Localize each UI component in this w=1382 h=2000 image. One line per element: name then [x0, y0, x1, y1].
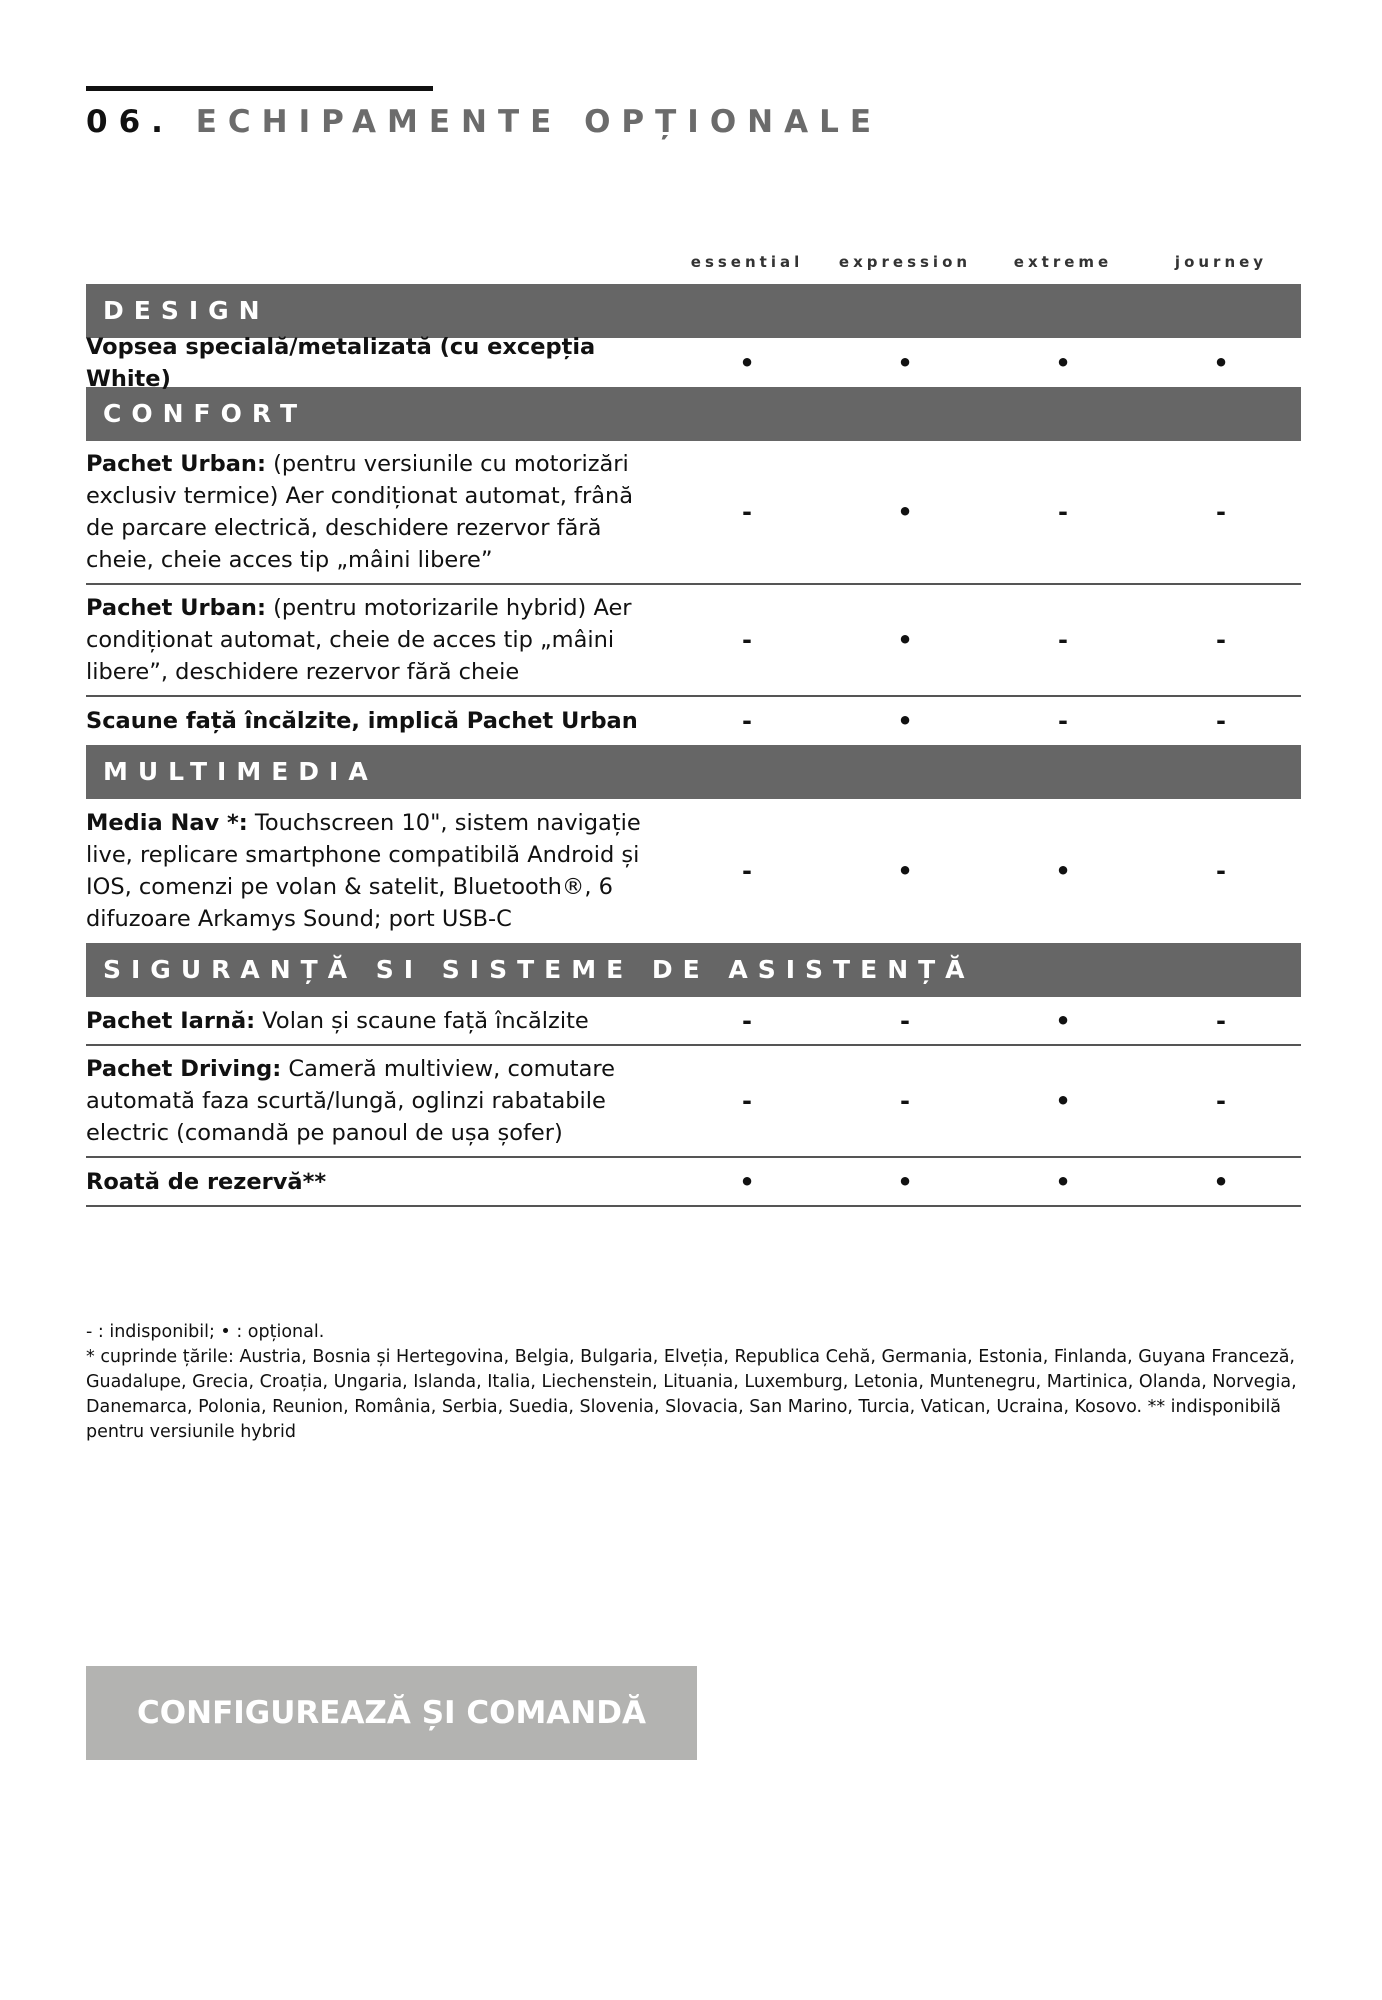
section-header: CONFORT [86, 387, 1301, 441]
availability-mark-essential: • [739, 1167, 755, 1196]
top-rule [86, 86, 433, 91]
row-feature-detail: (pentru versiunile cu motorizări exclusiv termice) Aer condiționat automat, frână de parcare electrică, deschidere rezervor fără cheie, cheie acces tip „mâini libere” [86, 451, 634, 573]
footnotes [86, 1320, 1306, 1445]
availability-mark-extreme: - [1058, 707, 1068, 735]
availability-mark-extreme: - [1058, 626, 1068, 654]
availability-mark-essential: - [742, 857, 752, 885]
table-row [86, 1046, 1301, 1158]
section-header: DESIGN [86, 284, 1301, 338]
row-feature-name: Roată de rezervă** [86, 1168, 327, 1195]
row-feature-name: Media Nav *: [86, 810, 248, 836]
row-feature-name: Pachet Driving: [86, 1056, 282, 1082]
availability-mark-journey: • [1213, 348, 1229, 377]
row-feature-detail: (pentru motorizarile hybrid) Aer condiționat automat, cheie de acces tip „mâini libere”, deschidere rezervor fără cheie [86, 595, 632, 685]
row-feature-detail: Touchscreen 10", sistem navigație live, replicare smartphone compatibilă Android și IOS, comenzi pe volan & satelit, Bluetooth®, 6 difuzoare Arkamys Sound; port USB-C [86, 810, 641, 932]
availability-mark-essential: - [742, 498, 752, 526]
section-header: SIGURANȚĂ SI SISTEME DE ASISTENȚĂ [86, 943, 1301, 997]
availability-mark-expression: • [897, 707, 913, 735]
availability-mark-extreme: • [1055, 1006, 1071, 1035]
table-row [86, 585, 1301, 697]
row-feature-name: Pachet Iarnă: [86, 1007, 256, 1034]
column-header-journey: journey [1174, 253, 1268, 271]
availability-mark-expression: • [897, 1167, 913, 1196]
equipment-table [86, 284, 1301, 1207]
availability-mark-essential: • [739, 348, 755, 377]
availability-mark-journey: - [1216, 857, 1226, 885]
availability-mark-essential: - [742, 1006, 752, 1035]
page-title-text: ECHIPAMENTE OPȚIONALE [195, 104, 883, 140]
availability-mark-journey: - [1216, 707, 1226, 735]
availability-mark-expression: • [897, 626, 913, 654]
table-row [86, 1158, 1301, 1207]
availability-mark-expression: • [897, 348, 913, 377]
row-feature-name: Vopsea specială/metalizată (cu excepția White) [86, 333, 596, 392]
availability-mark-journey: • [1213, 1167, 1229, 1196]
footnote-countries: * cuprinde țările: Austria, Bosnia și Hertegovina, Belgia, Bulgaria, Elveția, Republica Cehă, Germania, Estonia, Finlanda, Guyana Franceză, Guadalupe, Grecia, Croația, Ungaria, Islanda, Italia, Liechenstein, Lituania, Luxemburg, Letonia, Muntenegru, Martinica, Olanda, Norvegia, Danemarca, Polonia, Reunion, România, Serbia, Suedia, Slovenia, Slovacia, San Marino, Turcia, Vatican, Ucraina, Kosovo. ** indisponibilă pentru versiunile hybrid [86, 1347, 1297, 1442]
column-header-extreme: extreme [1013, 253, 1113, 271]
table-row [86, 441, 1301, 585]
availability-mark-journey: - [1216, 1087, 1226, 1115]
row-feature-detail: Volan și scaune față încălzite [255, 1007, 589, 1034]
row-feature-name: Pachet Urban: [86, 595, 266, 621]
table-row [86, 997, 1301, 1046]
availability-mark-journey: - [1216, 498, 1226, 526]
availability-mark-extreme: • [1055, 1087, 1071, 1115]
availability-mark-extreme: - [1058, 498, 1068, 526]
table-row [86, 799, 1301, 943]
availability-mark-extreme: • [1055, 857, 1071, 885]
column-header-essential: essential [690, 253, 804, 271]
availability-mark-expression: - [900, 1087, 910, 1115]
footnote-legend: - : indisponibil; • : opțional. [86, 1322, 325, 1342]
section-header: MULTIMEDIA [86, 745, 1301, 799]
availability-mark-essential: - [742, 707, 752, 735]
availability-mark-extreme: • [1055, 348, 1071, 377]
row-feature-name: Pachet Urban: [86, 451, 266, 477]
availability-mark-essential: - [742, 626, 752, 654]
table-row [86, 333, 1301, 392]
page-title [86, 104, 882, 140]
configure-order-button[interactable]: CONFIGUREAZĂ ȘI COMANDĂ [86, 1666, 697, 1760]
availability-mark-essential: - [742, 1087, 752, 1115]
table-row [86, 697, 1301, 745]
page-number: 06. [86, 104, 174, 140]
availability-mark-expression: • [897, 857, 913, 885]
row-feature-detail: Cameră multiview, comutare automată faza scurtă/lungă, oglinzi rabatabile electric (comandă pe panoul de ușa șofer) [86, 1056, 616, 1146]
column-headers [0, 253, 1382, 279]
availability-mark-expression: • [897, 498, 913, 526]
availability-mark-extreme: • [1055, 1167, 1071, 1196]
row-feature-name: Scaune față încălzite, implică Pachet Urban [86, 708, 638, 734]
availability-mark-journey: - [1216, 1006, 1226, 1035]
column-header-expression: expression [838, 253, 972, 271]
availability-mark-journey: - [1216, 626, 1226, 654]
availability-mark-expression: - [900, 1006, 910, 1035]
